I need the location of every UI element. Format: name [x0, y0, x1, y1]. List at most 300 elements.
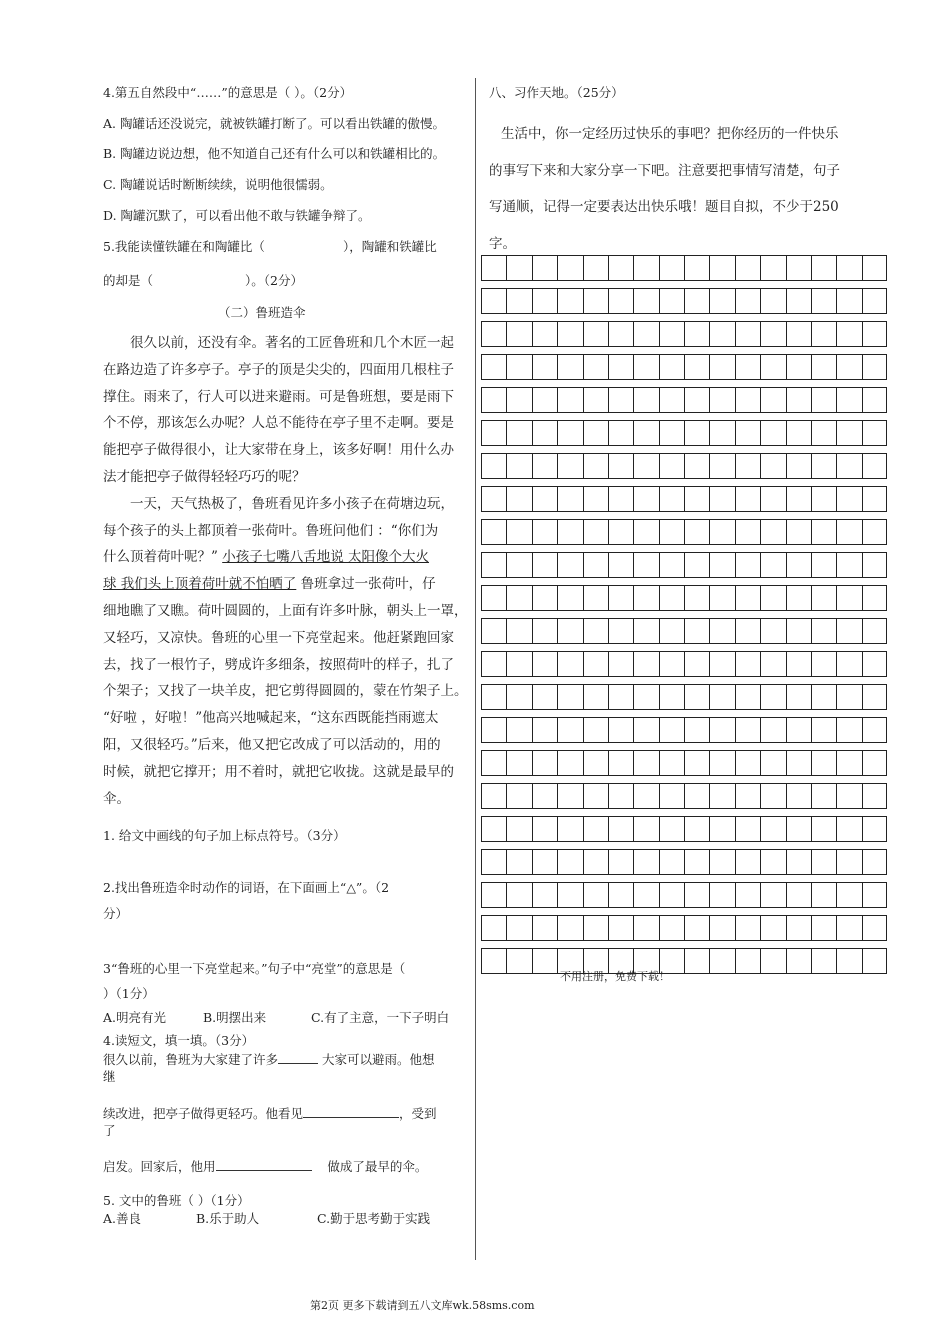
grid-cell-line [786, 619, 787, 643]
grid-cell-line [608, 388, 609, 412]
grid-cell-line [608, 355, 609, 379]
grid-cell-line [608, 586, 609, 610]
grid-cell-line [760, 619, 761, 643]
grid-row[interactable] [481, 618, 887, 644]
grid-cell-line [506, 322, 507, 346]
grid-cell-line [760, 652, 761, 676]
grid-cell-line [811, 916, 812, 940]
grid-cell-line [557, 487, 558, 511]
grid-cell-line [709, 454, 710, 478]
grid-cell-line [481, 619, 482, 643]
grid-cell-line [836, 421, 837, 445]
grid-cell-line [481, 388, 482, 412]
grid-cell-line [786, 289, 787, 313]
grid-cell-line [557, 388, 558, 412]
grid-cell-line [886, 850, 887, 874]
grid-cell-line [862, 619, 863, 643]
grid-cell-line [886, 487, 887, 511]
grid-cell-line [786, 850, 787, 874]
q5-line2: 的却是（ ）。（2分） [103, 273, 303, 288]
p2-line: 个架子；又找了一块羊皮，把它剪得圆圆的，蒙在竹架子上。 [103, 683, 468, 700]
grid-cell-line [886, 751, 887, 775]
grid-cell-line [659, 421, 660, 445]
grid-cell-line [481, 751, 482, 775]
grid-cell-line [786, 256, 787, 280]
grid-cell-line [506, 850, 507, 874]
grid-cell-line [862, 487, 863, 511]
grid-cell-line [481, 883, 482, 907]
grid-row[interactable] [481, 255, 887, 281]
grid-cell-line [836, 553, 837, 577]
grid-cell-line [862, 553, 863, 577]
grid-cell-line [735, 487, 736, 511]
grid-cell-line [633, 784, 634, 808]
grid-cell-line [684, 388, 685, 412]
grid-cell-line [836, 454, 837, 478]
grid-cell-line [709, 586, 710, 610]
grid-cell-line [633, 685, 634, 709]
grid-cell-line [506, 520, 507, 544]
grid-cell-line [735, 619, 736, 643]
grid-cell-line [735, 916, 736, 940]
grid-cell-line [709, 421, 710, 445]
grid-cell-line [836, 487, 837, 511]
grid-cell-line [557, 586, 558, 610]
grid-cell-line [886, 322, 887, 346]
grid-cell-line [557, 652, 558, 676]
grid-cell-line [735, 883, 736, 907]
grid-cell-line [608, 883, 609, 907]
composition-prompt: 生活中，你一定经历过快乐的事吧？把你经历的一件快乐 的事写下来和大家分享一下吧。注意要把事情写清楚，句子 写通顺，记得一定要表达出快乐哦！题目自拟，不少于250 字。 [489, 126, 840, 252]
grid-row[interactable] [481, 519, 887, 545]
grid-cell-line [786, 586, 787, 610]
grid-cell-line [760, 586, 761, 610]
question-5-option-a: A.善良 [103, 1211, 142, 1226]
p1-line: 在路边造了许多亭子。亭子的顶是尖尖的，四面用几根柱子 [103, 361, 454, 378]
grid-cell-line [735, 784, 736, 808]
grid-cell-line [532, 784, 533, 808]
grid-cell-line [583, 916, 584, 940]
grid-cell-line [532, 619, 533, 643]
p2-line: 每个孩子的头上都顶着一张荷叶。鲁班问他们 ：“你们为 [103, 522, 439, 539]
grid-cell-line [709, 256, 710, 280]
grid-cell-line [886, 652, 887, 676]
grid-cell-line [557, 520, 558, 544]
grid-row[interactable] [481, 783, 887, 809]
grid-row[interactable] [481, 849, 887, 875]
grid-cell-line [709, 355, 710, 379]
grid-cell-line [709, 784, 710, 808]
grid-cell-line [684, 817, 685, 841]
grid-cell-line [506, 652, 507, 676]
grid-row[interactable] [481, 684, 887, 710]
grid-cell-line [481, 256, 482, 280]
grid-cell-line [811, 652, 812, 676]
grid-cell-line [506, 751, 507, 775]
grid-cell-line [684, 355, 685, 379]
p1-line: 能把亭子做得很小，让大家带在身上，该多好啊！用什么办 [103, 442, 454, 459]
grid-cell-line [659, 289, 660, 313]
grid-cell-line [481, 784, 482, 808]
grid-cell-line [659, 586, 660, 610]
grid-cell-line [659, 256, 660, 280]
grid-cell-line [506, 487, 507, 511]
grid-cell-line [735, 520, 736, 544]
grid-cell-line [659, 553, 660, 577]
grid-cell-line [684, 718, 685, 742]
grid-row[interactable] [481, 717, 887, 743]
grid-cell-line [811, 421, 812, 445]
grid-cell-line [557, 553, 558, 577]
grid-cell-line [811, 784, 812, 808]
grid-cell-line [532, 289, 533, 313]
p2-line: 球 我们头上顶着荷叶就不怕晒了 鲁班拿过一张荷叶，仔 [103, 576, 436, 593]
grid-cell-line [684, 916, 685, 940]
grid-cell-line [786, 355, 787, 379]
grid-row[interactable] [481, 948, 887, 974]
grid-cell-line [608, 454, 609, 478]
fill-blank[interactable] [216, 1157, 312, 1171]
writing-grid[interactable] [481, 255, 887, 981]
grid-row[interactable] [481, 651, 887, 677]
grid-cell-line [532, 520, 533, 544]
fill-blank[interactable] [278, 1050, 318, 1064]
grid-cell-line [735, 652, 736, 676]
grid-cell-line [862, 850, 863, 874]
grid-cell-line [557, 454, 558, 478]
grid-row[interactable] [481, 420, 887, 446]
grid-row[interactable] [481, 882, 887, 908]
grid-cell-line [659, 817, 660, 841]
grid-cell-line [735, 322, 736, 346]
grid-cell-line [506, 553, 507, 577]
question-5-option-b: B.乐于助人 [196, 1211, 260, 1226]
grid-cell-line [811, 454, 812, 478]
grid-cell-line [633, 487, 634, 511]
grid-cell-line [786, 322, 787, 346]
p2-line: 一天，天气热极了，鲁班看见许多小孩子在荷塘边玩， [130, 495, 454, 512]
grid-cell-line [862, 454, 863, 478]
grid-cell-line [633, 322, 634, 346]
grid-cell-line [583, 586, 584, 610]
grid-cell-line [836, 652, 837, 676]
grid-cell-line [532, 454, 533, 478]
grid-row[interactable] [481, 486, 887, 512]
grid-cell-line [583, 388, 584, 412]
grid-cell-line [760, 289, 761, 313]
question-4-line1: 很久以前，鲁班为大家建了许多 大家可以避雨。他想 [103, 1052, 435, 1067]
p2-line: 阳，又很轻巧。”后来，他又把它改成了可以活动的，用的 [103, 736, 441, 753]
grid-cell-line [862, 949, 863, 973]
grid-cell-line [481, 487, 482, 511]
question-3-option-a: A.明亮有光 [103, 1010, 167, 1025]
grid-cell-line [608, 322, 609, 346]
question-4-line4: 了 [103, 1123, 116, 1138]
grid-cell-line [760, 388, 761, 412]
grid-cell-line [684, 520, 685, 544]
grid-cell-line [684, 784, 685, 808]
grid-cell-line [786, 685, 787, 709]
grid-cell-line [659, 487, 660, 511]
grid-cell-line [506, 916, 507, 940]
grid-cell-line [608, 619, 609, 643]
fill-blank[interactable] [303, 1104, 399, 1118]
grid-cell-line [886, 949, 887, 973]
grid-cell-line [684, 685, 685, 709]
grid-cell-line [886, 817, 887, 841]
grid-cell-line [532, 553, 533, 577]
grid-cell-line [886, 421, 887, 445]
grid-cell-line [862, 883, 863, 907]
grid-cell-line [886, 388, 887, 412]
grid-cell-line [481, 718, 482, 742]
grid-cell-line [836, 619, 837, 643]
column-divider [475, 78, 476, 1260]
grid-row[interactable] [481, 750, 887, 776]
question-3-option-b: B.明摆出来 [203, 1010, 267, 1025]
grid-cell-line [709, 883, 710, 907]
p1-line: 个不停，那该怎么办呢？人总不能待在亭子里不走啊。要是 [103, 415, 454, 432]
grid-cell-line [760, 685, 761, 709]
grid-cell-line [735, 718, 736, 742]
grid-cell-line [532, 883, 533, 907]
grid-cell-line [811, 685, 812, 709]
grid-cell-line [786, 553, 787, 577]
grid-cell-line [735, 685, 736, 709]
grid-cell-line [709, 916, 710, 940]
grid-cell-line [684, 619, 685, 643]
grid-cell-line [836, 751, 837, 775]
grid-row[interactable] [481, 585, 887, 611]
grid-cell-line [760, 421, 761, 445]
grid-cell-line [862, 355, 863, 379]
grid-cell-line [836, 784, 837, 808]
grid-cell-line [506, 355, 507, 379]
grid-cell-line [659, 850, 660, 874]
grid-cell-line [886, 256, 887, 280]
grid-row[interactable] [481, 321, 887, 347]
p1-line: 很久以前，还没有伞。著名的工匠鲁班和几个木匠一起 [130, 335, 454, 351]
grid-cell-line [557, 949, 558, 973]
grid-cell-line [557, 718, 558, 742]
grid-cell-line [811, 256, 812, 280]
grid-row[interactable] [481, 288, 887, 314]
grid-cell-line [735, 817, 736, 841]
grid-cell-line [633, 916, 634, 940]
grid-cell-line [633, 388, 634, 412]
q4-option-a: A. 陶罐话还没说完，就被铁罐打断了。可以看出铁罐的傲慢。 [103, 116, 445, 131]
grid-cell-line [811, 817, 812, 841]
grid-cell-line [862, 652, 863, 676]
grid-cell-line [583, 256, 584, 280]
grid-cell-line [532, 751, 533, 775]
q4-stem: 4.第五自然段中“……”的意思是（ ）。（2分） [103, 85, 353, 100]
grid-cell-line [760, 454, 761, 478]
grid-cell-line [862, 322, 863, 346]
grid-cell-line [836, 289, 837, 313]
grid-cell-line [481, 289, 482, 313]
question-3-line2: ）（1分） [103, 986, 155, 1001]
grid-cell-line [684, 751, 685, 775]
grid-cell-line [786, 883, 787, 907]
grid-cell-line [811, 586, 812, 610]
grid-cell-line [633, 850, 634, 874]
grid-cell-line [886, 619, 887, 643]
grid-cell-line [709, 949, 710, 973]
question-5: 5. 文中的鲁班（ ）（1分） [103, 1193, 250, 1208]
grid-cell-line [836, 883, 837, 907]
grid-cell-line [481, 421, 482, 445]
grid-cell-line [532, 685, 533, 709]
p2-line: 细地瞧了又瞧。荷叶圆圆的，上面有许多叶脉，朝头上一罩， [103, 602, 468, 619]
grid-cell-line [811, 388, 812, 412]
grid-row[interactable] [481, 552, 887, 578]
grid-cell-line [608, 718, 609, 742]
grid-row[interactable] [481, 387, 887, 413]
grid-cell-line [735, 850, 736, 874]
grid-cell-line [506, 949, 507, 973]
q4-option-d: D. 陶罐沉默了，可以看出他不敢与铁罐争辩了。 [103, 208, 371, 223]
grid-cell-line [862, 817, 863, 841]
grid-cell-line [862, 784, 863, 808]
grid-cell-line [481, 586, 482, 610]
grid-cell-line [481, 553, 482, 577]
grid-cell-line [659, 652, 660, 676]
grid-cell-line [633, 553, 634, 577]
grid-cell-line [684, 586, 685, 610]
grid-cell-line [709, 751, 710, 775]
grid-cell-line [633, 883, 634, 907]
grid-cell-line [659, 520, 660, 544]
grid-cell-line [659, 619, 660, 643]
grid-cell-line [735, 751, 736, 775]
grid-cell-line [786, 784, 787, 808]
grid-cell-line [532, 322, 533, 346]
grid-cell-line [811, 718, 812, 742]
grid-cell-line [583, 883, 584, 907]
grid-cell-line [760, 520, 761, 544]
grid-cell-line [481, 520, 482, 544]
grid-cell-line [886, 883, 887, 907]
grid-cell-line [862, 520, 863, 544]
grid-cell-line [659, 751, 660, 775]
grid-cell-line [633, 454, 634, 478]
grid-cell-line [557, 784, 558, 808]
grid-cell-line [709, 652, 710, 676]
grid-cell-line [786, 454, 787, 478]
grid-cell-line [760, 949, 761, 973]
grid-cell-line [786, 718, 787, 742]
grid-cell-line [786, 421, 787, 445]
grid-cell-line [608, 784, 609, 808]
grid-cell-line [760, 322, 761, 346]
passage-body [103, 330, 468, 812]
grid-cell-line [862, 388, 863, 412]
grid-cell-line [735, 586, 736, 610]
passage-title: （二）鲁班造伞 [218, 305, 306, 320]
grid-cell-line [709, 322, 710, 346]
grid-cell-line [532, 586, 533, 610]
grid-cell-line [506, 454, 507, 478]
grid-cell-line [659, 916, 660, 940]
grid-cell-line [886, 289, 887, 313]
grid-cell-line [709, 487, 710, 511]
grid-cell-line [633, 256, 634, 280]
grid-cell-line [811, 520, 812, 544]
grid-cell-line [811, 355, 812, 379]
grid-cell-line [557, 850, 558, 874]
grid-cell-line [608, 916, 609, 940]
grid-cell-line [633, 355, 634, 379]
grid-cell-line [583, 553, 584, 577]
grid-cell-line [633, 520, 634, 544]
grid-cell-line [862, 289, 863, 313]
grid-row[interactable] [481, 354, 887, 380]
grid-cell-line [862, 718, 863, 742]
grid-cell-line [760, 553, 761, 577]
grid-cell-line [886, 553, 887, 577]
grid-cell-line [811, 487, 812, 511]
grid-cell-line [836, 256, 837, 280]
question-2-line2: 分） [103, 906, 129, 921]
composition-title: 八、习作天地。（25分） [489, 85, 624, 100]
grid-cell-line [862, 586, 863, 610]
grid-cell-line [760, 256, 761, 280]
grid-cell-line [481, 916, 482, 940]
grid-cell-line [532, 817, 533, 841]
grid-cell-line [557, 685, 558, 709]
grid-cell-line [811, 553, 812, 577]
q4-option-b: B. 陶罐边说边想，他不知道自己还有什么可以和铁罐相比的。 [103, 146, 446, 161]
grid-cell-line [633, 289, 634, 313]
grid-cell-line [583, 751, 584, 775]
grid-cell-line [836, 850, 837, 874]
question-4-title: 4.读短文，填一填。（3分） [103, 1033, 255, 1048]
grid-cell-line [811, 322, 812, 346]
grid-cell-line [709, 520, 710, 544]
grid-row[interactable] [481, 816, 887, 842]
grid-cell-line [608, 256, 609, 280]
grid-cell-line [608, 817, 609, 841]
grid-row[interactable] [481, 453, 887, 479]
page-footer: 第2页 更多下载请到五八文库wk.58sms.com [310, 1299, 535, 1312]
grid-cell-line [608, 850, 609, 874]
grid-cell-line [633, 718, 634, 742]
grid-cell-line [709, 685, 710, 709]
grid-cell-line [786, 388, 787, 412]
grid-cell-line [786, 751, 787, 775]
p2-line: 又轻巧，又凉快。鲁班的心里一下亮堂起来。他赶紧跑回家 [103, 629, 454, 646]
grid-cell-line [481, 817, 482, 841]
grid-cell-line [608, 553, 609, 577]
grid-cell-line [506, 421, 507, 445]
grid-cell-line [760, 355, 761, 379]
grid-cell-line [608, 652, 609, 676]
question-1: 1. 给文中画线的句子加上标点符号。（3分） [103, 828, 346, 843]
grid-cell-line [760, 916, 761, 940]
grid-cell-line [557, 421, 558, 445]
grid-cell-line [684, 256, 685, 280]
grid-cell-line [583, 619, 584, 643]
underlined-sentence: 小孩子七嘴八舌地说 太阳像个大火 [222, 549, 429, 566]
grid-row[interactable] [481, 915, 887, 941]
grid-cell-line [886, 454, 887, 478]
grid-cell-line [506, 256, 507, 280]
grid-cell-line [862, 751, 863, 775]
grid-cell-line [583, 355, 584, 379]
grid-cell-line [886, 916, 887, 940]
grid-cell-line [557, 256, 558, 280]
